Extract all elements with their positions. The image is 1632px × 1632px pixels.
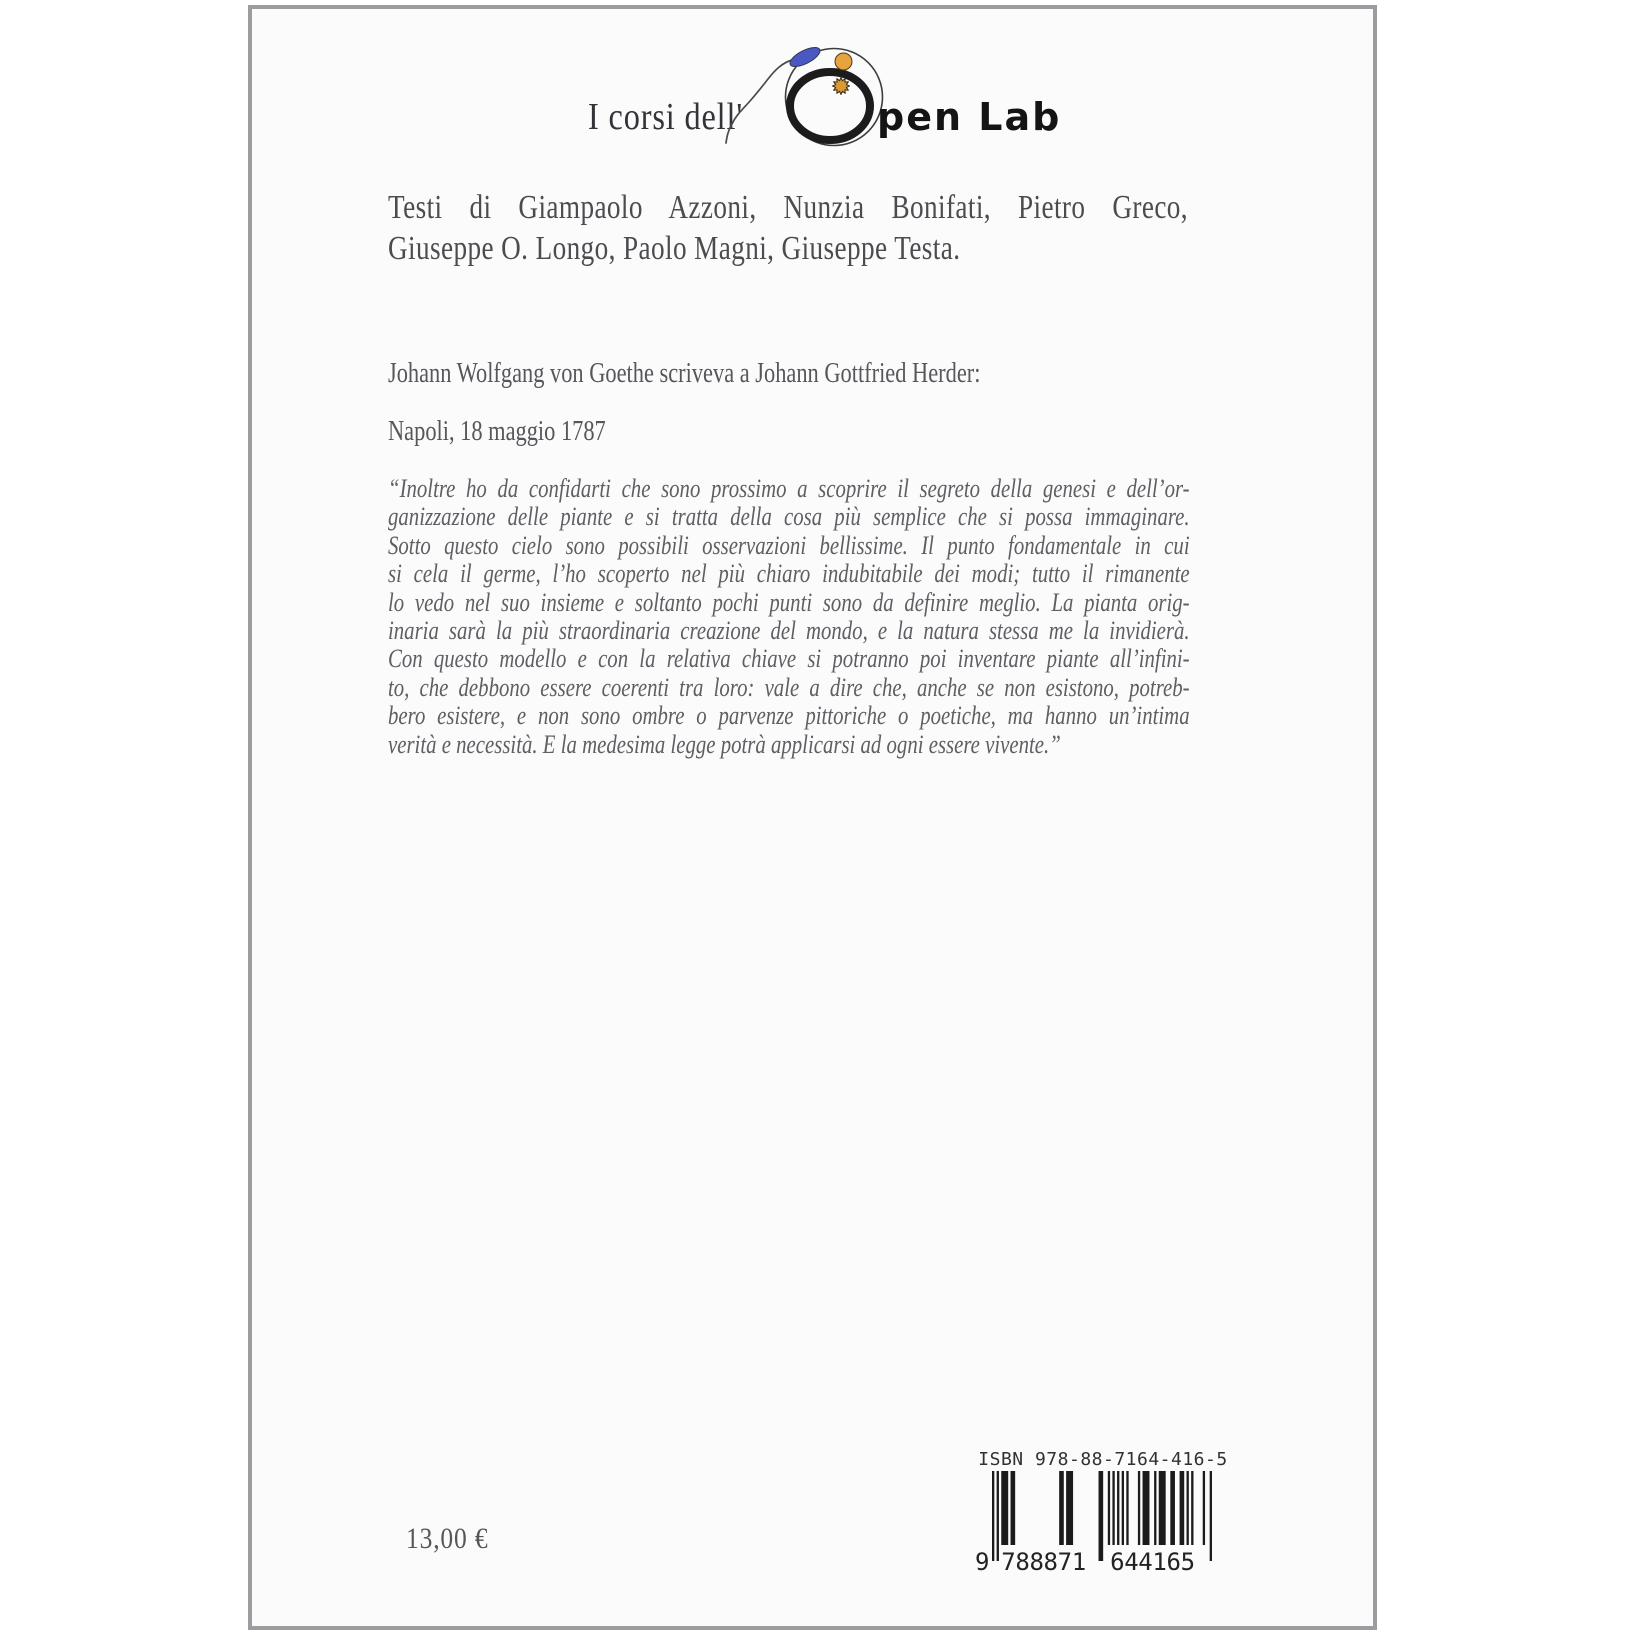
dateline: Napoli, 18 maggio 1787	[388, 416, 606, 447]
text-line: ganizzazione delle piante e si tratta della cosa più semplice che si possa immaginare.	[388, 502, 1190, 532]
orange-satellite-icon	[835, 53, 852, 70]
barcode-bar	[1126, 1471, 1128, 1545]
barcode-bar	[1117, 1471, 1119, 1545]
barcode-bar	[1001, 1471, 1008, 1545]
barcode-digits: 9	[975, 1548, 990, 1573]
text-line: Giuseppe O. Longo, Paolo Magni, Giuseppe Testa.	[388, 230, 961, 267]
text-line: Sotto questo cielo sono possibili osservazioni bellissime. Il punto fondamentale in cui	[388, 530, 1190, 560]
isbn-label: ISBN 978-88-7164-416-5	[978, 1449, 1228, 1470]
text-line: lo vedo nel suo insieme e soltanto pochi punti sono da definire meglio. La pianta orig-	[388, 587, 1190, 617]
flagellum-line-icon	[726, 60, 792, 143]
book-back-cover	[252, 9, 1373, 1626]
text-line: inaria sarà la più straordinaria creazione del mondo, e la natura stessa me la invidierà.	[388, 616, 1190, 646]
authors-credit	[388, 187, 1188, 269]
sun-icon	[833, 78, 850, 95]
barcode-bar	[1122, 1471, 1124, 1545]
text-line: si cela il germe, l’ho scoperto nel più chiaro indubitabile dei modi; tutto il rimanente	[388, 559, 1190, 589]
barcode-digits: 788871	[1001, 1548, 1087, 1573]
barcode-bar	[1112, 1471, 1114, 1545]
goethe-intro-line: Johann Wolfgang von Goethe scriveva a Johann Gottfried Herder:	[388, 358, 981, 389]
barcode-bar	[1203, 1471, 1205, 1545]
text-line: bero esistere, e non sono ombre o parvenze pittoriche o poetiche, ma hanno un’intima	[388, 701, 1190, 731]
barcode-bar	[1066, 1471, 1073, 1545]
goethe-quote	[388, 475, 1190, 759]
barcode-bar	[1210, 1471, 1212, 1561]
text-line: Testi di Giampaolo Azzoni, Nunzia Bonifati, Pietro Greco,	[388, 189, 1188, 226]
text-line: to, che debbono essere coerenti tra loro: vale a dire che, anche se non esistono, potreb-	[388, 672, 1190, 702]
price-label: 13,00 €	[406, 1522, 489, 1555]
barcode-bar	[1187, 1471, 1189, 1545]
barcode-bar	[1159, 1471, 1166, 1545]
text-line: verità e necessità. E la medesima legge potrà applicarsi ad ogni essere vivente.”	[388, 729, 1061, 759]
barcode-bar	[1108, 1471, 1110, 1545]
logo-name-text: pen Lab	[877, 95, 1062, 139]
o-ring-icon	[790, 72, 870, 140]
text-line: Con questo modello e con la relativa chiave si potranno poi inventare piante all’infini-	[388, 644, 1190, 674]
barcode-bar	[1143, 1471, 1150, 1545]
text-line: “Inoltre ho da confidarti che sono prossimo a scoprire il segreto della genesi e dell’or-	[388, 474, 1190, 503]
barcode-bar	[1099, 1471, 1104, 1561]
openlab-orbit-cell-icon	[700, 40, 895, 165]
barcode-bar	[1191, 1471, 1193, 1545]
barcode-bar	[1170, 1471, 1175, 1545]
barcode-digits: 644165	[1110, 1548, 1196, 1573]
barcode-bar	[1180, 1471, 1185, 1545]
barcode-bar	[1011, 1471, 1016, 1545]
barcode-bar	[1154, 1471, 1156, 1545]
ean13-barcode	[974, 1471, 1224, 1573]
barcode-bar	[997, 1471, 999, 1561]
logo-prefix-text: I corsi dell'	[588, 96, 744, 138]
barcode-bar	[992, 1471, 994, 1561]
barcode-bar	[1138, 1471, 1140, 1545]
blue-cell-icon	[787, 44, 822, 71]
barcode-bar	[1059, 1471, 1064, 1545]
